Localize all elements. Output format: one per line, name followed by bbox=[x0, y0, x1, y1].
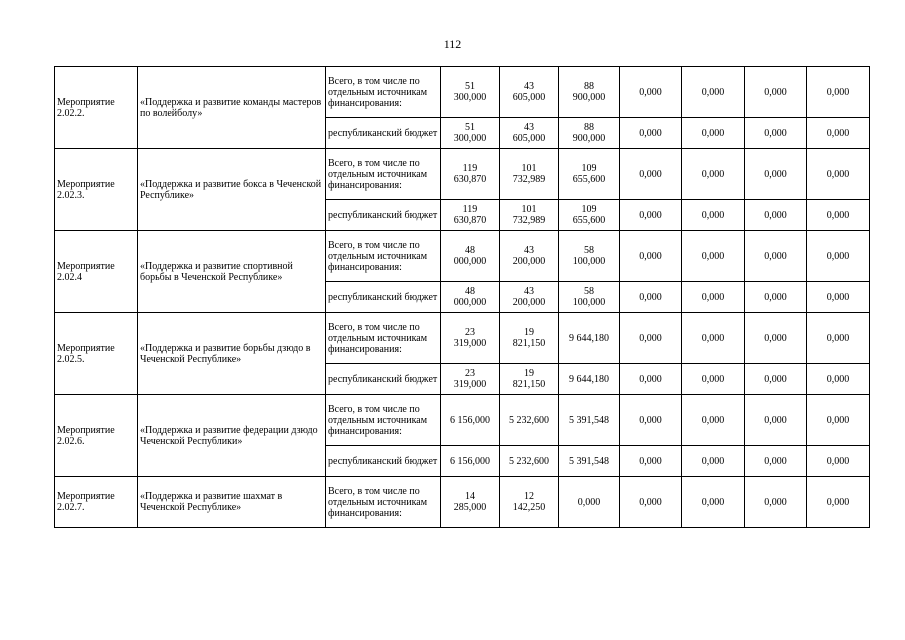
source-total-label: Всего, в том числе по отдельным источникам финансирования: bbox=[326, 313, 441, 364]
source-total-label: Всего, в том числе по отдельным источникам финансирования: bbox=[326, 149, 441, 200]
amount-cell: 0,000 bbox=[826, 496, 850, 508]
amount-cell: 0,000 bbox=[639, 127, 662, 139]
amount-cell: 0,000 bbox=[764, 332, 787, 344]
measure-code: Мероприятие 2.02.4 bbox=[55, 231, 138, 313]
measure-code: Мероприятие 2.02.6. bbox=[55, 395, 138, 477]
amount-cell: 0,000 bbox=[826, 291, 850, 303]
amount-cell: 119 630,870 bbox=[453, 204, 487, 226]
amount-cell: 0,000 bbox=[826, 209, 850, 221]
amount-cell: 5 232,600 bbox=[509, 414, 549, 426]
measure-name: «Поддержка и развитие борьбы дзюдо в Чеченской Республике» bbox=[138, 313, 326, 395]
amount-cell: 6 156,000 bbox=[450, 414, 490, 426]
amount-cell: 48 000,000 bbox=[453, 286, 487, 308]
amount-cell: 58 100,000 bbox=[572, 245, 606, 267]
amount-cell: 0,000 bbox=[639, 373, 662, 385]
source-budget-label: республиканский бюджет bbox=[326, 200, 441, 231]
amount-cell: 43 200,000 bbox=[512, 245, 546, 267]
amount-cell: 88 900,000 bbox=[572, 122, 606, 144]
amount-cell: 6 156,000 bbox=[450, 455, 490, 467]
measure-name: «Поддержка и развитие команды мастеров по волейболу» bbox=[138, 67, 326, 149]
source-budget-label: республиканский бюджет bbox=[326, 364, 441, 395]
amount-cell: 0,000 bbox=[764, 291, 787, 303]
amount-cell: 0,000 bbox=[639, 86, 662, 98]
amount-cell: 101 732,989 bbox=[512, 163, 546, 185]
amount-cell: 0,000 bbox=[701, 455, 725, 467]
amount-cell: 58 100,000 bbox=[572, 286, 606, 308]
measure-code: Мероприятие 2.02.3. bbox=[55, 149, 138, 231]
amount-cell: 0,000 bbox=[764, 455, 787, 467]
amount-cell: 9 644,180 bbox=[569, 332, 609, 344]
amount-cell: 0,000 bbox=[701, 250, 725, 262]
amount-cell: 51 300,000 bbox=[453, 122, 487, 144]
amount-cell: 51 300,000 bbox=[453, 81, 487, 103]
amount-cell: 12 142,250 bbox=[512, 491, 546, 513]
amount-cell: 0,000 bbox=[639, 209, 662, 221]
measure-code: Мероприятие 2.02.2. bbox=[55, 67, 138, 149]
amount-cell: 0,000 bbox=[826, 373, 850, 385]
amount-cell: 0,000 bbox=[764, 209, 787, 221]
table-row bbox=[55, 313, 870, 364]
amount-cell: 109 655,600 bbox=[572, 204, 606, 226]
measure-name: «Поддержка и развитие спортивной борьбы в Чеченской Республике» bbox=[138, 231, 326, 313]
source-budget-label: республиканский бюджет bbox=[326, 446, 441, 477]
amount-cell: 43 200,000 bbox=[512, 286, 546, 308]
amount-cell: 0,000 bbox=[826, 414, 850, 426]
amount-cell: 5 391,548 bbox=[569, 414, 609, 426]
amount-cell: 23 319,000 bbox=[453, 368, 487, 390]
table-row bbox=[55, 477, 870, 528]
amount-cell: 19 821,150 bbox=[512, 368, 546, 390]
amount-cell: 0,000 bbox=[701, 291, 725, 303]
amount-cell: 0,000 bbox=[701, 496, 725, 508]
table-body bbox=[55, 67, 870, 528]
source-total-label: Всего, в том числе по отдельным источникам финансирования: bbox=[326, 477, 441, 528]
amount-cell: 0,000 bbox=[826, 250, 850, 262]
amount-cell: 19 821,150 bbox=[512, 327, 546, 349]
amount-cell: 0,000 bbox=[764, 86, 787, 98]
source-total-label: Всего, в том числе по отдельным источникам финансирования: bbox=[326, 231, 441, 282]
amount-cell: 0,000 bbox=[826, 455, 850, 467]
amount-cell: 0,000 bbox=[701, 127, 725, 139]
amount-cell: 0,000 bbox=[639, 250, 662, 262]
amount-cell: 43 605,000 bbox=[512, 122, 546, 144]
amount-cell: 0,000 bbox=[639, 414, 662, 426]
measure-name: «Поддержка и развитие федерации дзюдо Чеченской Республики» bbox=[138, 395, 326, 477]
amount-cell: 48 000,000 bbox=[453, 245, 487, 267]
amount-cell: 9 644,180 bbox=[569, 373, 609, 385]
amount-cell: 0,000 bbox=[701, 332, 725, 344]
amount-cell: 0,000 bbox=[764, 127, 787, 139]
amount-cell: 0,000 bbox=[764, 373, 787, 385]
table-row bbox=[55, 149, 870, 200]
amount-cell: 0,000 bbox=[826, 86, 850, 98]
amount-cell: 0,000 bbox=[764, 496, 787, 508]
amount-cell: 0,000 bbox=[639, 455, 662, 467]
amount-cell: 0,000 bbox=[577, 496, 601, 508]
amount-cell: 5 232,600 bbox=[509, 455, 549, 467]
amount-cell: 0,000 bbox=[701, 373, 725, 385]
amount-cell: 0,000 bbox=[701, 86, 725, 98]
measure-code: Мероприятие 2.02.5. bbox=[55, 313, 138, 395]
amount-cell: 0,000 bbox=[639, 168, 662, 180]
amount-cell: 0,000 bbox=[639, 332, 662, 344]
amount-cell: 0,000 bbox=[639, 291, 662, 303]
amount-cell: 88 900,000 bbox=[572, 81, 606, 103]
amount-cell: 119 630,870 bbox=[453, 163, 487, 185]
table-row bbox=[55, 231, 870, 282]
measure-code: Мероприятие 2.02.7. bbox=[55, 477, 138, 528]
amount-cell: 0,000 bbox=[701, 168, 725, 180]
amount-cell: 0,000 bbox=[639, 496, 662, 508]
measure-name: «Поддержка и развитие шахмат в Чеченской Республике» bbox=[138, 477, 326, 528]
source-total-label: Всего, в том числе по отдельным источникам финансирования: bbox=[326, 67, 441, 118]
source-budget-label: республиканский бюджет bbox=[326, 118, 441, 149]
amount-cell: 0,000 bbox=[826, 332, 850, 344]
source-total-label: Всего, в том числе по отдельным источникам финансирования: bbox=[326, 395, 441, 446]
amount-cell: 23 319,000 bbox=[453, 327, 487, 349]
table-row bbox=[55, 67, 870, 118]
financing-table bbox=[54, 66, 870, 528]
measure-name: «Поддержка и развитие бокса в Чеченской Республике» bbox=[138, 149, 326, 231]
amount-cell: 0,000 bbox=[826, 127, 850, 139]
amount-cell: 0,000 bbox=[701, 414, 725, 426]
amount-cell: 0,000 bbox=[701, 209, 725, 221]
amount-cell: 0,000 bbox=[764, 414, 787, 426]
page-number: 112 bbox=[443, 37, 462, 51]
amount-cell: 43 605,000 bbox=[512, 81, 546, 103]
amount-cell: 14 285,000 bbox=[453, 491, 487, 513]
table-row bbox=[55, 395, 870, 446]
amount-cell: 101 732,989 bbox=[512, 204, 546, 226]
source-budget-label: республиканский бюджет bbox=[326, 282, 441, 313]
amount-cell: 0,000 bbox=[826, 168, 850, 180]
amount-cell: 0,000 bbox=[764, 168, 787, 180]
amount-cell: 5 391,548 bbox=[569, 455, 609, 467]
amount-cell: 0,000 bbox=[764, 250, 787, 262]
amount-cell: 109 655,600 bbox=[572, 163, 606, 185]
